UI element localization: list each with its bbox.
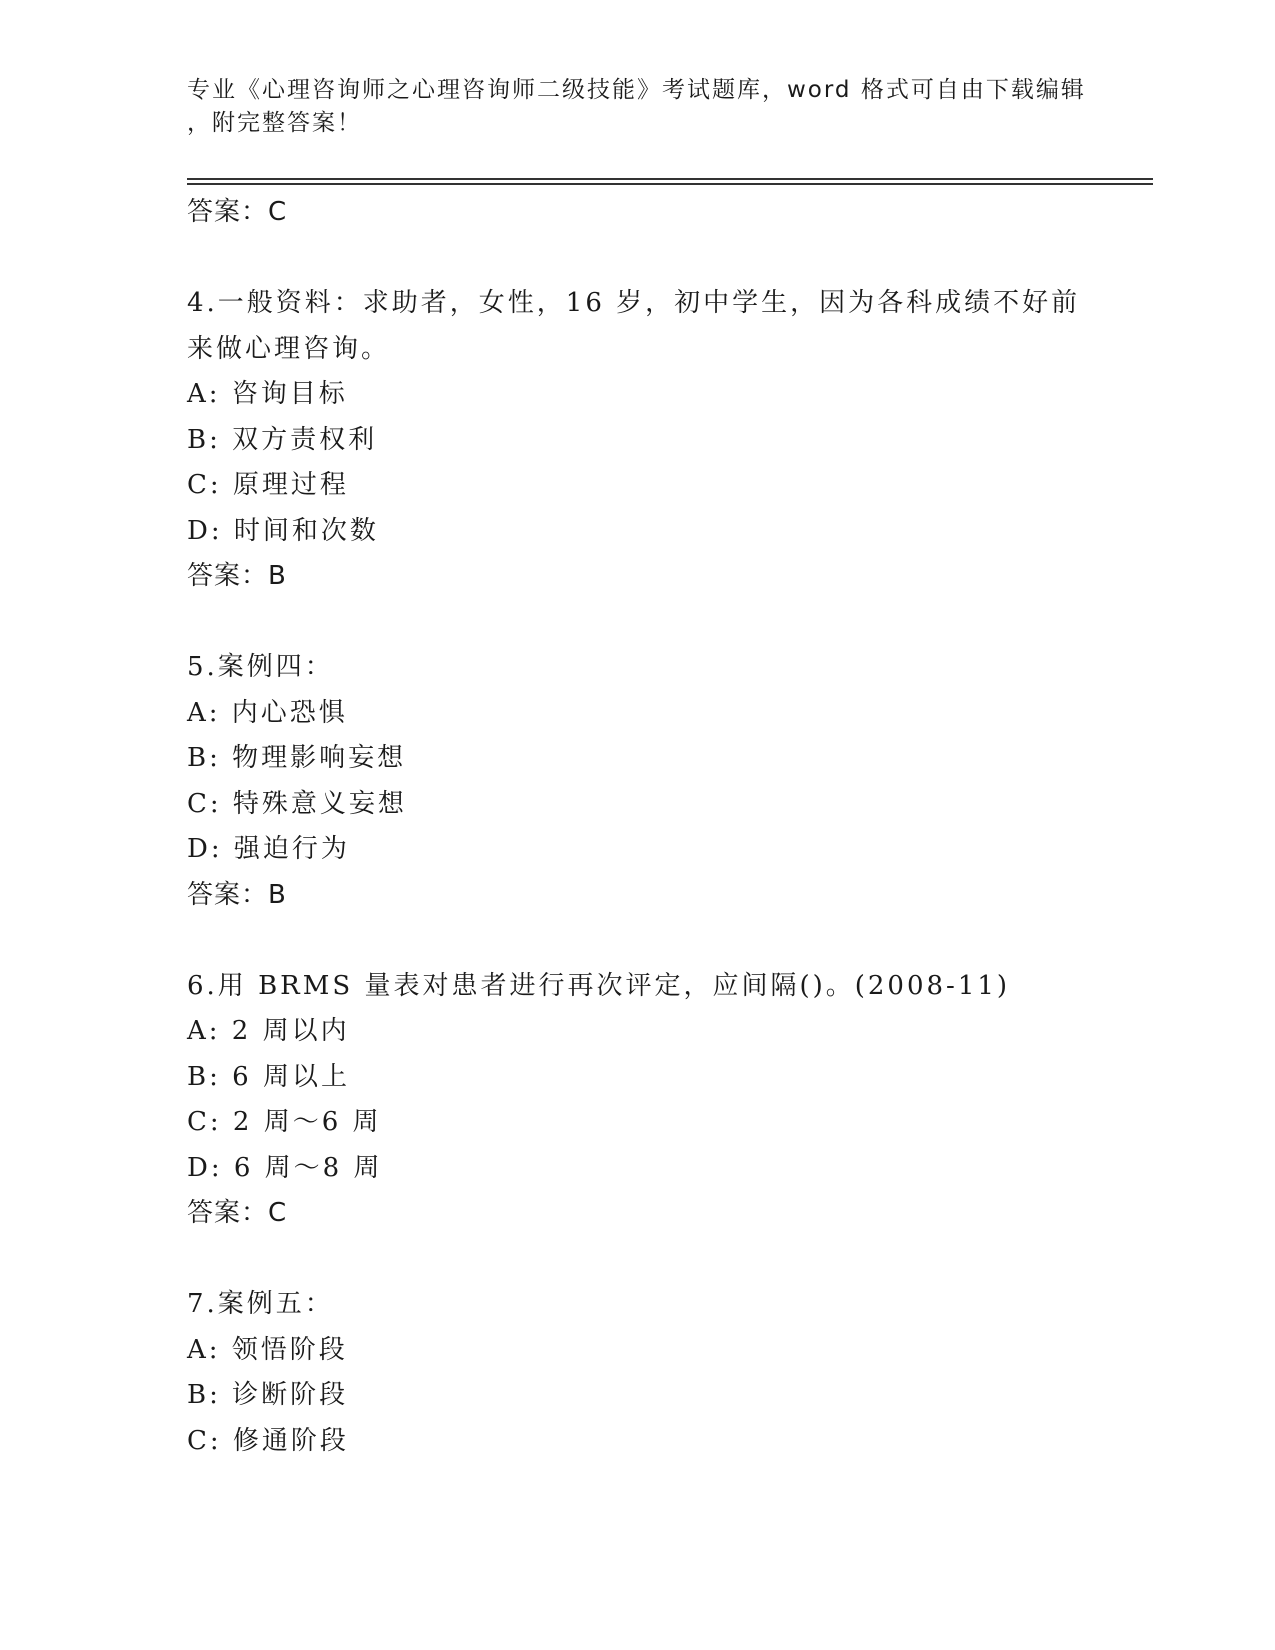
question-4-stem-line-1: 4.一般资料：求助者，女性，16 岁，初中学生，因为各科成绩不好前 (187, 288, 1081, 318)
question-4-answer: 答案：B (187, 561, 287, 591)
spacer (187, 236, 1087, 282)
question-4-stem-line-2: 来做心理咨询。 (187, 333, 391, 364)
question-7-stem: 7.案例五： (187, 1289, 334, 1319)
answer-previous-question: 答案：C (187, 197, 288, 227)
question-6-option-a: A: 2 周以内 (187, 1016, 350, 1046)
question-list (187, 190, 1087, 1464)
question-5 (187, 645, 1087, 918)
question-6-option-b: B: 6 周以上 (187, 1061, 350, 1092)
question-6-option-d: D: 6 周～8 周 (187, 1152, 383, 1183)
spacer (187, 600, 1087, 646)
header-note-line-2: ，附完整答案！ (187, 110, 362, 136)
question-5-option-b: B: 物理影响妄想 (187, 743, 407, 773)
question-7 (187, 1282, 1087, 1464)
question-4-option-d: D: 时间和次数 (187, 515, 379, 546)
question-4-option-a: A: 咨询目标 (187, 379, 348, 409)
question-5-answer: 答案：B (187, 879, 287, 910)
question-7-option-c: C: 修通阶段 (187, 1425, 349, 1456)
question-5-option-d: D: 强迫行为 (187, 834, 350, 864)
header-note-line-1: 专业《心理咨询师之心理咨询师二级技能》考试题库，word 格式可自由下载编辑 (187, 77, 1086, 103)
question-6 (187, 964, 1087, 1237)
question-4-option-c: C: 原理过程 (187, 470, 349, 500)
question-4 (187, 281, 1087, 600)
question-5-option-c: C: 特殊意义妄想 (187, 788, 407, 819)
spacer (187, 1237, 1087, 1283)
question-7-option-b: B: 诊断阶段 (187, 1380, 349, 1410)
question-5-stem: 5.案例四： (187, 652, 334, 682)
question-6-option-c: C: 2 周～6 周 (187, 1107, 382, 1137)
spacer (187, 918, 1087, 964)
question-6-stem: 6.用 BRMS 量表对患者进行再次评定，应间隔()。(2008-11) (187, 970, 1011, 1001)
question-4-option-b: B: 双方责权利 (187, 424, 378, 455)
header-divider-top (187, 178, 1153, 180)
question-5-option-a: A: 内心恐惧 (187, 697, 348, 728)
document-header-note (187, 74, 1087, 140)
question-7-option-a: A: 领悟阶段 (187, 1334, 348, 1365)
question-6-answer: 答案：C (187, 1198, 288, 1228)
header-divider-bottom (187, 183, 1153, 185)
